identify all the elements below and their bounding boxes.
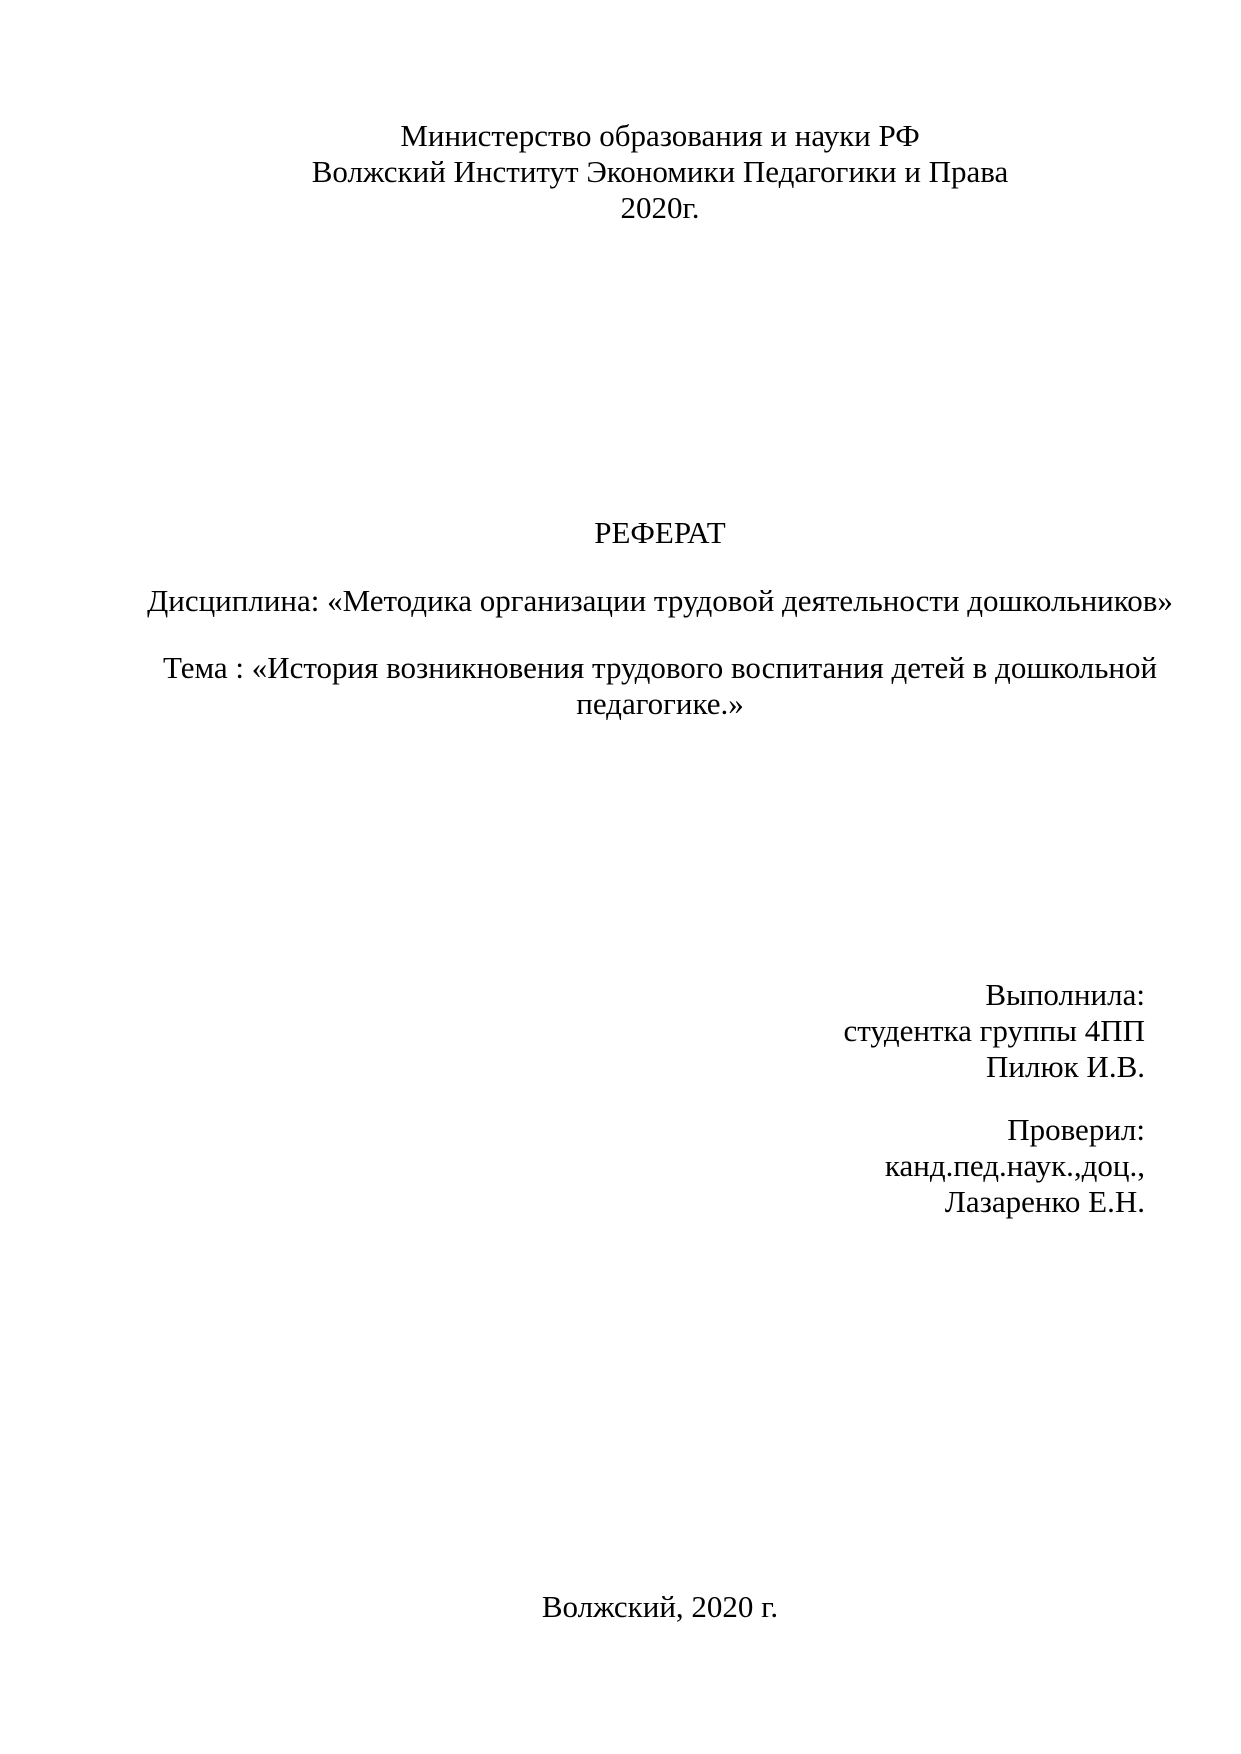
topic-line-1: Тема : «История возникновения трудового воспитания детей в дошкольной: [162, 650, 1158, 685]
reviewer-heading: Проверил:: [1007, 1112, 1145, 1147]
author-name: Пилюк И.В.: [986, 1049, 1145, 1084]
ministry-line: Министерство образования и науки РФ: [400, 118, 920, 153]
discipline-line: Дисциплина: «Методика организации трудовой деятельности дошкольников»: [147, 583, 1173, 618]
footer-city-year: Волжский, 2020 г.: [541, 1589, 779, 1624]
reviewer-name: Лазаренко Е.Н.: [944, 1184, 1145, 1219]
topic-line-2: педагогике.»: [576, 686, 744, 721]
author-group: студентка группы 4ПП: [843, 1013, 1145, 1048]
reviewer-degree: канд.пед.наук.,доц.,: [884, 1148, 1145, 1183]
document-type: РЕФЕРАТ: [594, 515, 726, 550]
institute-line: Волжский Институт Экономики Педагогики и Права: [311, 154, 1009, 189]
author-heading: Выполнила:: [985, 977, 1145, 1012]
header-year: 2020г.: [620, 190, 700, 225]
